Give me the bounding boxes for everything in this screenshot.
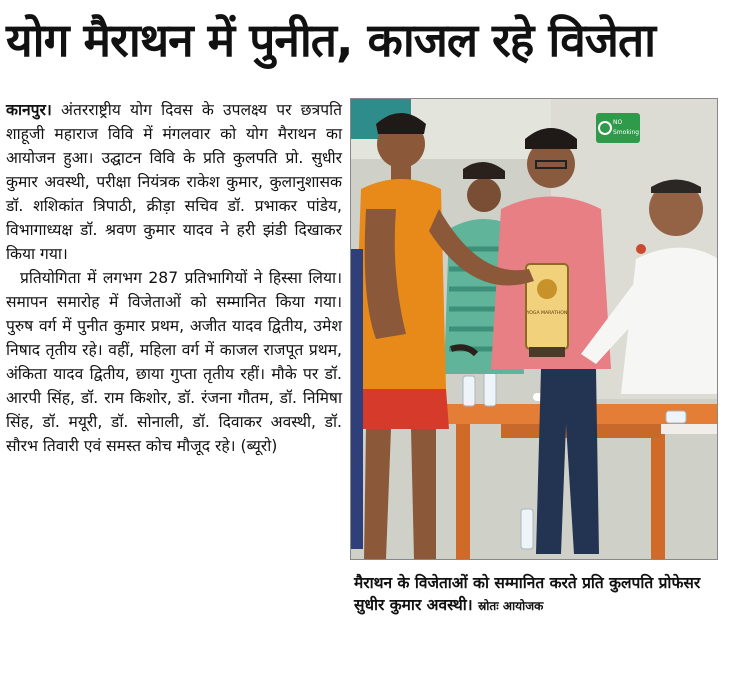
article-paragraph-1: [6, 98, 342, 266]
caption-text: मैराथन के विजेताओं को सम्मानित करते प्रति कुलपति प्रोफेसर सुधीर कुमार अवस्थी।: [354, 574, 701, 614]
sign-line-2: Smoking: [613, 129, 640, 136]
article-paragraph-2: प्रतियोगिता में लगभग 287 प्रतिभागियों ने हिस्सा लिया। समापन समारोह में विजेताओं को सम्मानित किया गया। पुरुष वर्ग में पुनीत कुमार प्रथम, अजीत यादव द्वितीय, उमेश निषाद तृतीय रहे। वहीं, महिला वर्ग में काजल राजपूत प्रथम, अंकिता यादव द्वितीय, छाया गुप्ता तृतीय रहीं। मौके पर डॉ. आरपी सिंह, डॉ. राम किशोर, डॉ. रंजना गौतम, डॉ. निमिषा सिंह, डॉ. मयूरी, डॉ. सोनाली, डॉ. दिवाकर अवस्थी, डॉ. सौरभ तिवारी एवं समस्त कोच मौजूद रहे। (ब्यूरो): [6, 269, 342, 455]
photo-credit: स्रोतः आयोजक: [478, 599, 544, 613]
paragraph-1-text: अंतरराष्ट्रीय योग दिवस के उपलक्ष्य पर छत्रपति शाहूजी महाराज विवि में मंगलवार को योग मैराथन का आयोजन हुआ। उद्घाटन विवि के प्रति कुलपति प्रो. सुधीर कुमार अवस्थी, परीक्षा नियंत्रक राकेश कुमार, कुलानुशासक डॉ. शशिकांत त्रिपाठी, क्रीड़ा सचिव डॉ. प्रभाकर पांडेय, विभागाध्यक्ष डॉ. श्रवण कुमार यादव ने हरी झंडी दिखाकर किया गया।: [6, 101, 342, 263]
partial-person-left: [351, 249, 363, 549]
article-body: [6, 98, 342, 458]
news-photo: [350, 98, 718, 560]
trophy-text: YOGA MARATHON: [526, 311, 568, 316]
headline: योग मैराथन में पुनीत, काजल रहे विजेता: [6, 13, 656, 67]
sign-line-1: NO: [613, 119, 623, 126]
no-smoking-sign: [596, 113, 640, 143]
dateline: कानपुर।: [6, 101, 52, 119]
photo-caption: [354, 572, 714, 617]
